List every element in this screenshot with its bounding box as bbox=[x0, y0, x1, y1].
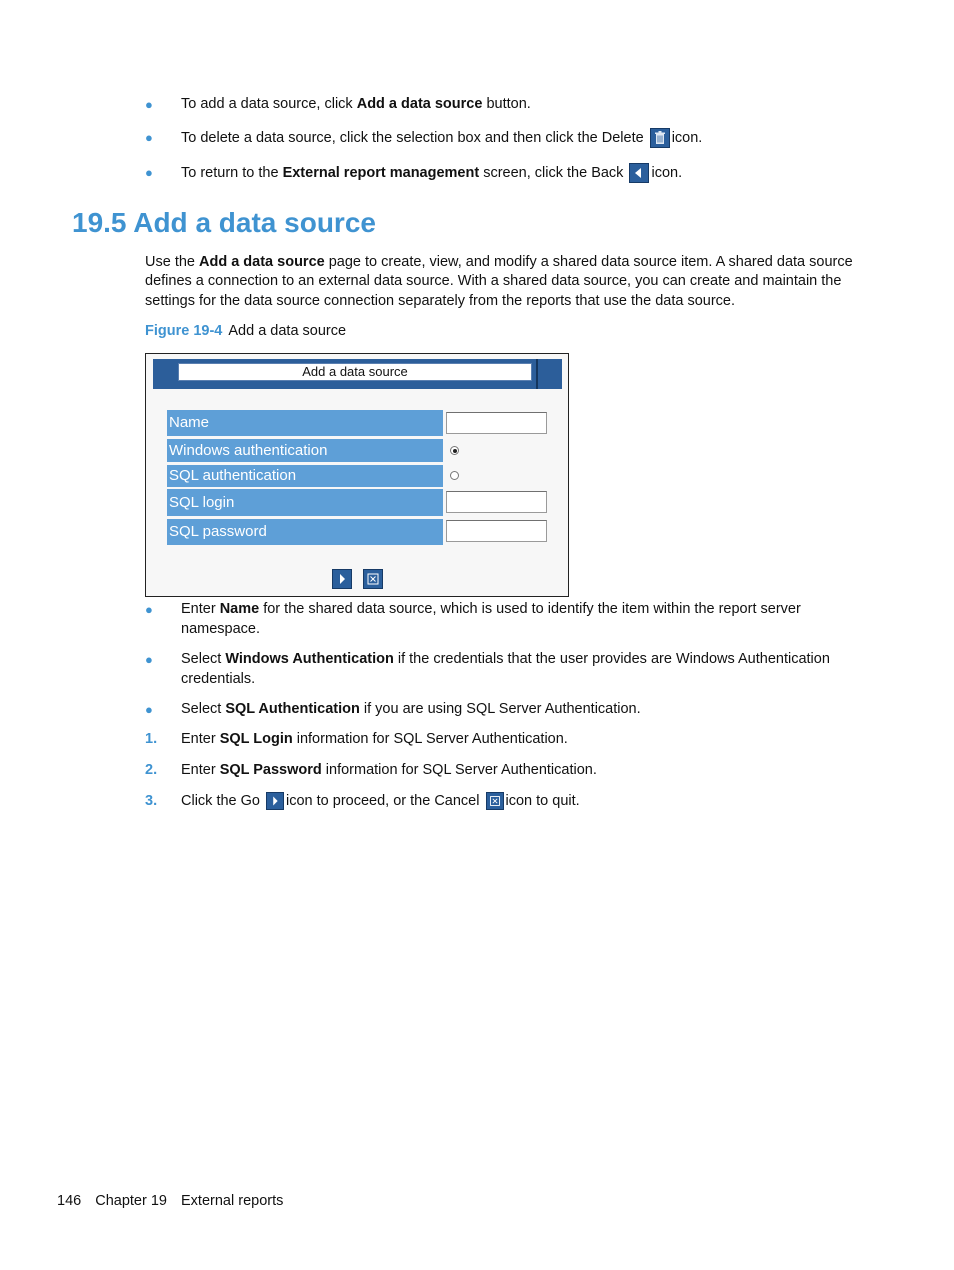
text: To return to the bbox=[181, 164, 283, 181]
chapter-title: External reports bbox=[181, 1193, 284, 1209]
text: Select bbox=[181, 651, 226, 667]
figure-screenshot bbox=[145, 353, 569, 597]
bullet-icon: ● bbox=[145, 97, 153, 112]
field-label-name: Name bbox=[167, 410, 443, 436]
text: icon. bbox=[651, 164, 683, 181]
bold-text: Windows Authentication bbox=[225, 651, 394, 667]
text: To add a data source, click bbox=[181, 96, 357, 112]
cancel-icon bbox=[486, 792, 504, 810]
figure-caption-text: Add a data source bbox=[228, 323, 347, 339]
dialog-titlebar bbox=[153, 359, 562, 389]
sql-auth-radio[interactable] bbox=[450, 471, 459, 480]
titlebar-right-cap bbox=[536, 359, 562, 389]
page-number: 146 bbox=[57, 1193, 82, 1209]
figure-caption bbox=[145, 322, 346, 341]
bullet-icon: ● bbox=[145, 602, 153, 617]
cancel-icon bbox=[364, 570, 382, 588]
sql-password-input[interactable] bbox=[446, 520, 547, 542]
field-label-sql-auth: SQL authentication bbox=[167, 465, 443, 487]
text: if the credentials that the user provides are Windows Authentication credentials. bbox=[181, 651, 830, 687]
bold-text: External report management bbox=[282, 164, 480, 181]
bold-text: Add a data source bbox=[356, 96, 483, 112]
bullet-icon: ● bbox=[145, 652, 153, 667]
step-number: 3. bbox=[145, 793, 158, 809]
section-heading: 19.5 Add a data source bbox=[72, 207, 376, 238]
bold-text: SQL Login bbox=[219, 731, 293, 747]
windows-auth-radio[interactable] bbox=[450, 446, 459, 455]
sql-login-input[interactable] bbox=[446, 491, 547, 513]
text: information for SQL Server Authentication. bbox=[292, 731, 568, 747]
bold-text: SQL Password bbox=[219, 762, 322, 778]
figure-label: Figure 19-4 bbox=[145, 323, 223, 339]
field-label-sql-login: SQL login bbox=[167, 489, 443, 516]
back-arrow-icon bbox=[629, 163, 649, 183]
field-label-sql-password: SQL password bbox=[167, 519, 443, 545]
text: screen, click the Back bbox=[479, 164, 624, 181]
bullet-icon: ● bbox=[145, 165, 153, 180]
step-number: 2. bbox=[145, 762, 158, 778]
text: Select bbox=[181, 701, 226, 717]
trash-icon bbox=[650, 128, 670, 148]
titlebar-left-cap bbox=[153, 359, 175, 389]
text: icon to proceed, or the Cancel bbox=[286, 793, 480, 809]
text: Enter bbox=[181, 762, 220, 778]
text: information for SQL Server Authentication. bbox=[321, 762, 597, 778]
go-arrow-icon bbox=[333, 570, 351, 588]
chapter-label: Chapter 19 bbox=[95, 1193, 167, 1209]
text: page to create, view, and modify a shared data source item. A shared data source defines a connection to an external data source. With a shared data source, you can create and maintain the settings for the data source connection separately from the reports that use the data source. bbox=[145, 254, 853, 309]
dialog-title: Add a data source bbox=[178, 363, 532, 381]
text: Click the Go bbox=[181, 793, 260, 809]
field-label-windows-auth: Windows authentication bbox=[167, 439, 443, 462]
bullet-icon: ● bbox=[145, 130, 153, 145]
text: for the shared data source, which is used to identify the item within the report server namespace. bbox=[181, 601, 801, 637]
section-paragraph bbox=[145, 253, 865, 311]
step-number: 1. bbox=[145, 731, 158, 747]
text: Use the bbox=[145, 254, 199, 270]
bullet-icon: ● bbox=[145, 702, 153, 717]
text: icon to quit. bbox=[505, 793, 580, 809]
bold-text: Add a data source bbox=[199, 254, 325, 270]
name-input[interactable] bbox=[446, 412, 547, 434]
go-button[interactable] bbox=[332, 569, 352, 589]
text: To delete a data source, click the selection box and then click the Delete bbox=[181, 129, 644, 146]
go-arrow-icon bbox=[266, 792, 284, 810]
text: Enter bbox=[181, 601, 220, 617]
text: button. bbox=[482, 96, 531, 112]
page-footer bbox=[57, 1192, 293, 1211]
bold-text: Name bbox=[219, 601, 260, 617]
bold-text: SQL Authentication bbox=[225, 701, 360, 717]
text: Enter bbox=[181, 731, 220, 747]
text: icon. bbox=[671, 129, 703, 146]
text: if you are using SQL Server Authentication. bbox=[359, 701, 641, 717]
cancel-button[interactable] bbox=[363, 569, 383, 589]
